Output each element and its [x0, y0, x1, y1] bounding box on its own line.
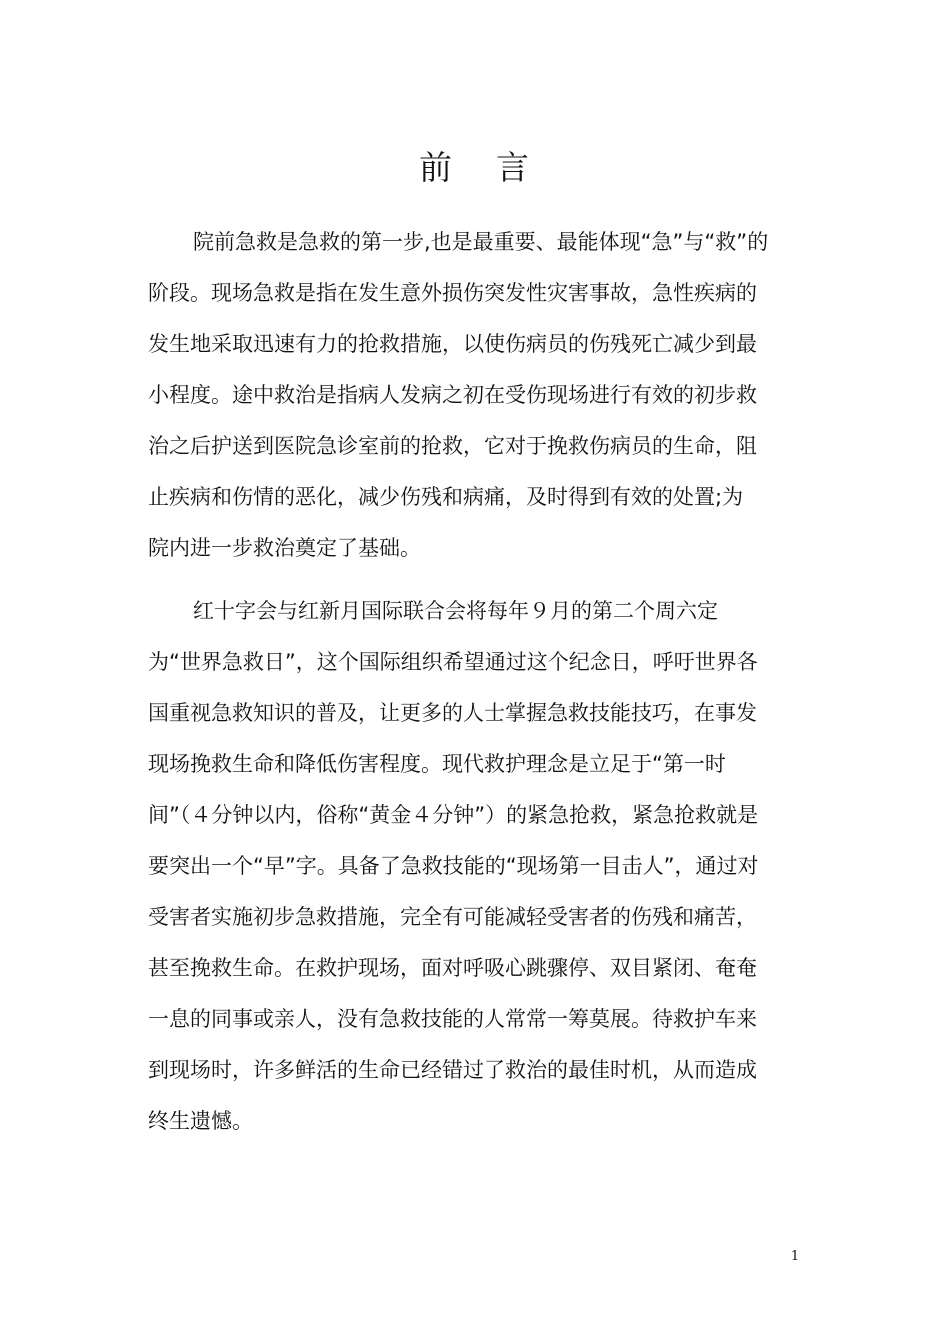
paragraph-line: 小程度。途中救治是指病人发病之初在受伤现场进行有效的初步救: [148, 383, 757, 407]
title-char-right: 言: [496, 148, 531, 187]
paragraph-line: 发生地采取迅速有力的抢救措施，以使伤病员的伤残死亡减少到最: [148, 332, 757, 356]
paragraph-line: 为“世界急救日”，这个国际组织希望通过这个纪念日，呼吁世界各: [148, 650, 758, 674]
paragraph-line: 间”（４分钟以内，俗称“黄金４分钟”）的紧急抢救，紧急抢救就是: [148, 803, 759, 827]
paragraph-line: 现场挽救生命和降低伤害程度。现代救护理念是立足于“第一时: [148, 752, 726, 776]
paragraph-line: 受害者实施初步急救措施，完全有可能减轻受害者的伤残和痛苦，: [148, 905, 757, 929]
paragraph-line: 治之后护送到医院急诊室前的抢救，它对于挽救伤病员的生命，阻: [148, 434, 757, 458]
paragraph-line: 一息的同事或亲人，没有急救技能的人常常一筹莫展。待救护车来: [148, 1007, 757, 1031]
title-char-left: 前: [419, 148, 454, 187]
paragraph-line: 阶段。现场急救是指在发生意外损伤突发性灾害事故，急性疾病的: [148, 281, 757, 305]
page-title: [0, 142, 950, 194]
page-number: 1: [790, 1249, 800, 1264]
paragraph-line: 止疾病和伤情的恶化，减少伤残和病痛，及时得到有效的处置;为: [148, 485, 744, 509]
paragraph-line: 甚至挽救生命。在救护现场，面对呼吸心跳骤停、双目紧闭、奄奄: [148, 956, 757, 980]
paragraph-line: 到现场时，许多鲜活的生命已经错过了救治的最佳时机，从而造成: [148, 1058, 757, 1082]
paragraph-line: 院内进一步救治奠定了基础。: [148, 536, 421, 560]
paragraph-2: [148, 586, 800, 1147]
paragraph-1: [148, 217, 800, 574]
paragraph-line: 要突出一个“早”字。具备了急救技能的“现场第一目击人”，通过对: [148, 854, 759, 878]
paragraph-line: 国重视急救知识的普及，让更多的人士掌握急救技能技巧，在事发: [148, 701, 757, 725]
paragraph-line: 院前急救是急救的第一步,也是最重要、最能体现“急”与“救”的: [193, 230, 769, 254]
paragraph-line: 终生遗憾。: [148, 1109, 253, 1133]
paragraph-line: 红十字会与红新月国际联合会将每年９月的第二个周六定: [193, 599, 718, 623]
